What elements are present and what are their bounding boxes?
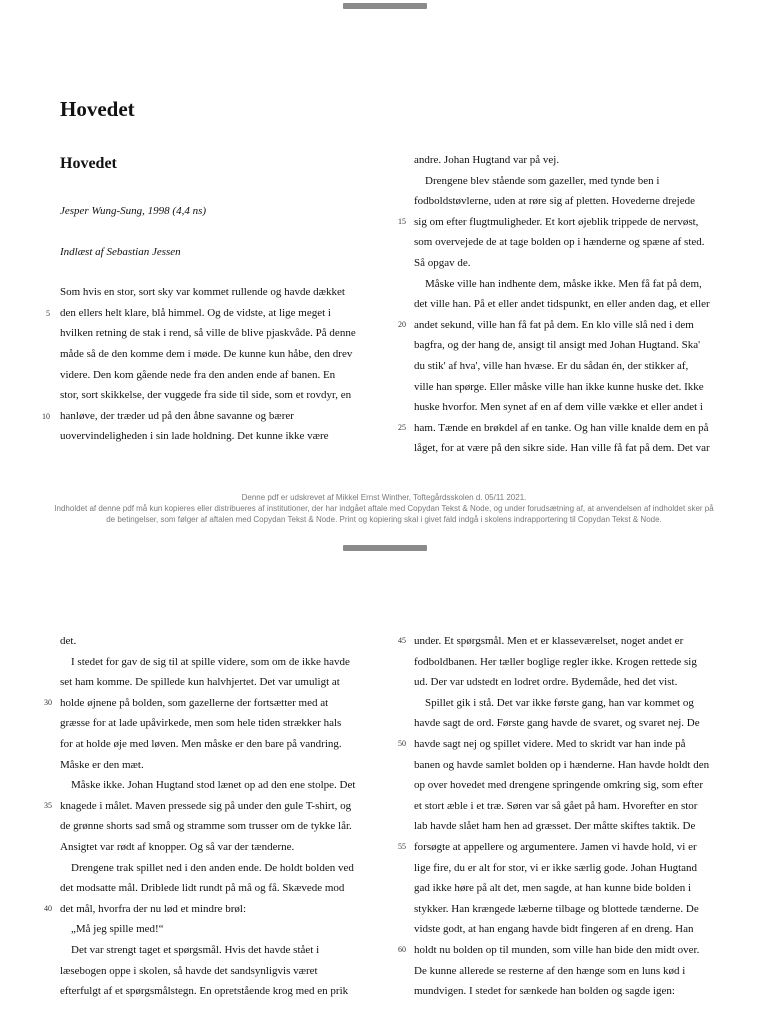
text-line: ville han spørge. Eller måske ville han ikke kunne huske det. Ikke xyxy=(414,380,704,393)
text-line: havde sagt de ord. Første gang havde de svaret, og svaret nej. De xyxy=(414,717,700,730)
line-number: 40 xyxy=(44,904,52,913)
text-line: de grønne shorts sad små og stramme som trusser om de tykke lår. xyxy=(60,820,352,833)
text-line: havde sagt nej og spillet videre. Med to skridt var han inde på xyxy=(414,737,686,750)
text-line: set ham komme. De spillede kun halvhjertet. Det var umuligt at xyxy=(60,676,340,689)
text-line: efterfulgt af et spørgsmålstegn. En opretstående krog med en prik xyxy=(60,985,349,998)
page-tab-bar xyxy=(343,3,427,9)
document-title: Hovedet xyxy=(60,97,135,121)
text-line: Spillet gik i stå. Det var ikke første gang, han var kommet og xyxy=(425,696,694,709)
text-line: som overvejede de at tage bolden op i hænderne og spæne af sted. xyxy=(414,236,705,249)
text-line: hvilken retning de stak i rend, så ville de blive pjaskvåde. På denne xyxy=(60,327,356,340)
text-line: bagfra, og der hang de, ansigt til ansigt med Johan Hugtand. Ska' xyxy=(414,339,701,352)
text-line: mundvigen. I stedet for sænkede han bolden og sagde igen: xyxy=(414,985,675,998)
text-block xyxy=(60,282,356,447)
story-title: Hovedet xyxy=(60,155,117,172)
text-line: hanløve, der træder ud på den åbne savanne og bærer xyxy=(60,409,294,422)
text-line: op over hovedet med drengene springende omkring sig, som efter xyxy=(414,779,703,792)
text-line: Så opgav de. xyxy=(414,256,471,269)
text-line: måde så de den komme dem i møde. De kunne kun håbe, den drev xyxy=(60,347,353,360)
line-number: 20 xyxy=(398,320,406,329)
text-line: fodboldstøvlerne, uden at røre sig af pletten. Hovederne drejede xyxy=(414,195,696,208)
text-block xyxy=(414,631,710,1002)
text-line: andet sekund, ville han få fat på dem. En klo ville slå ned i dem xyxy=(414,318,694,331)
text-line: banen og havde samlet bolden op i hænderne. Han havde holdt den xyxy=(414,758,710,771)
text-block xyxy=(60,631,354,1002)
text-line: et stort æble i et træ. Søren var så gået på ham. Hvorefter en stor xyxy=(414,799,698,812)
line-number: 25 xyxy=(398,423,406,432)
text-line: andre. Johan Hugtand var på vej. xyxy=(414,154,560,166)
text-line: holde øjnene på bolden, som gazellerne der fortsætter med at xyxy=(60,696,329,709)
line-number: 15 xyxy=(398,217,406,226)
text-line: det. xyxy=(60,635,77,647)
text-line: læsebogen oppe i skolen, så havde det sandsynligvis været xyxy=(60,964,318,977)
copyright-footer xyxy=(40,492,728,525)
text-line: Måske ville han indhente dem, måske ikke. Men få fat på dem, xyxy=(425,277,702,290)
text-line: det modsatte mål. Driblede lidt rundt på må og få. Skævede mod xyxy=(60,882,345,895)
line-number: 60 xyxy=(398,945,406,954)
text-line: knagede i målet. Maven pressede sig på under den gule T-shirt, og xyxy=(60,799,352,812)
page2-left-column xyxy=(60,631,354,1002)
line-number: 10 xyxy=(42,412,50,421)
page1-left-column xyxy=(60,152,356,447)
footer-line: de betingelser, som følger af aftalen med Copydan Tekst & Node. Print og kopiering skal i givet fald indgå i skolens indrapportering til Copydan Tekst & Node. xyxy=(106,515,662,524)
text-line: lige fire, du er alt for stor, vi er ikke særlig gode. Johan Hugtand xyxy=(414,861,698,874)
text-line: Ansigtet var rødt af knopper. Og så var der tænderne. xyxy=(60,840,295,853)
text-line: forsøgte at appellere og argumentere. Jamen vi havde hold, vi er xyxy=(414,840,697,853)
line-number: 5 xyxy=(46,309,50,318)
text-line: I stedet for gav de sig til at spille videre, som om de ikke havde xyxy=(71,655,350,668)
text-line: under. Et spørgsmål. Men et er klasseværelset, noget andet er xyxy=(414,635,684,647)
text-line: ud. Der var udstedt en lodret ordre. Bydemåde, hed det vist. xyxy=(414,676,678,689)
line-number: 55 xyxy=(398,842,406,851)
footer-line: Indholdet af denne pdf må kun kopieres eller distribueres af institutioner, der har indgået aftale med Copydan Tekst & Node, og under forudsætning af, at anvendelsen af indholdet sker på xyxy=(54,504,714,513)
text-line: Drengene blev stående som gazeller, med tynde ben i xyxy=(425,174,660,187)
text-line: du stik' af hva', ville han hvæse. Er du sådan én, der stikker af, xyxy=(414,359,689,372)
text-line: lab havde slået ham hen ad græsset. Der måtte skiftes taktik. De xyxy=(414,820,696,833)
text-line: Måske er den mæt. xyxy=(60,758,144,771)
text-line: Som hvis en stor, sort sky var kommet rullende og havde dækket xyxy=(60,286,345,299)
text-line: stor, sort skikkelse, der vuggede fra side til side, som et rovdyr, en xyxy=(60,389,352,402)
author-line: Jesper Wung-Sung, 1998 (4,4 ns) xyxy=(60,205,207,217)
text-line: Drengene trak spillet ned i den anden ende. De holdt bolden ved xyxy=(71,861,354,874)
text-block xyxy=(414,150,710,459)
text-line: det mål, hvorfra der nu lød et mindre brøl: xyxy=(60,902,247,915)
text-line: den ellers helt klare, blå himmel. Og de vidste, at lige meget i xyxy=(60,306,331,319)
text-line: holdt nu bolden op til munden, som ville han bide den midt over. xyxy=(414,943,700,956)
text-line: „Må jeg spille med!“ xyxy=(71,923,164,936)
text-line: uovervindeligheden i sin lade holdning. Det kunne ikke være xyxy=(60,430,329,443)
line-number: 45 xyxy=(398,636,406,645)
text-line: stykker. Han krængede læberne tilbage og blottede tænderne. De xyxy=(414,902,699,915)
line-number: 35 xyxy=(44,801,52,810)
text-line: vidste godt, at han engang havde bidt fingeren af en dreng. Han xyxy=(414,923,694,936)
text-line: det ville han. På et eller andet tidspunkt, en eller anden dag, et eller xyxy=(414,298,710,311)
page1-right-column xyxy=(414,150,710,459)
footer-line: Denne pdf er udskrevet af Mikkel Ernst Winther, Toftegårdsskolen d. 05/11 2021. xyxy=(241,493,527,502)
page-tab-bar xyxy=(343,545,427,551)
text-line: låget, for at være på den sikre side. Han ville få fat på dem. Det var xyxy=(414,442,710,455)
text-line: videre. Den kom gående nede fra den anden ende af banen. En xyxy=(60,368,336,381)
line-number: 30 xyxy=(44,698,52,707)
line-number: 50 xyxy=(398,739,406,748)
text-line: for at holde øje med løven. Men måske er den bare på vandring. xyxy=(60,737,342,750)
text-line: Det var strengt taget et spørgsmål. Hvis det havde stået i xyxy=(71,943,320,956)
text-line: Måske ikke. Johan Hugtand stod lænet op ad den ene stolpe. Det xyxy=(71,779,356,792)
text-line: sig om efter flugtmuligheder. Et kort øjeblik trippede de nervøst, xyxy=(414,215,699,228)
page2-right-column xyxy=(414,631,710,1002)
reader-line: Indlæst af Sebastian Jessen xyxy=(60,245,181,258)
text-line: De kunne allerede se resterne af den hænge som en luns kød i xyxy=(414,964,686,977)
text-line: huske hvorfor. Men synet af en af dem ville vække et eller andet i xyxy=(414,401,703,414)
text-line: ham. Tænde en brøkdel af en tanke. Og han ville knalde dem en på xyxy=(414,421,709,434)
text-line: græsse for at lade upåvirkede, men som hele tiden strækker hals xyxy=(60,717,342,730)
text-line: gad ikke høre på alt det, men sagde, at han kunne bide bolden i xyxy=(414,882,692,895)
text-line: fodboldbanen. Her tæller boglige regler ikke. Krogen rettede sig xyxy=(414,655,697,668)
